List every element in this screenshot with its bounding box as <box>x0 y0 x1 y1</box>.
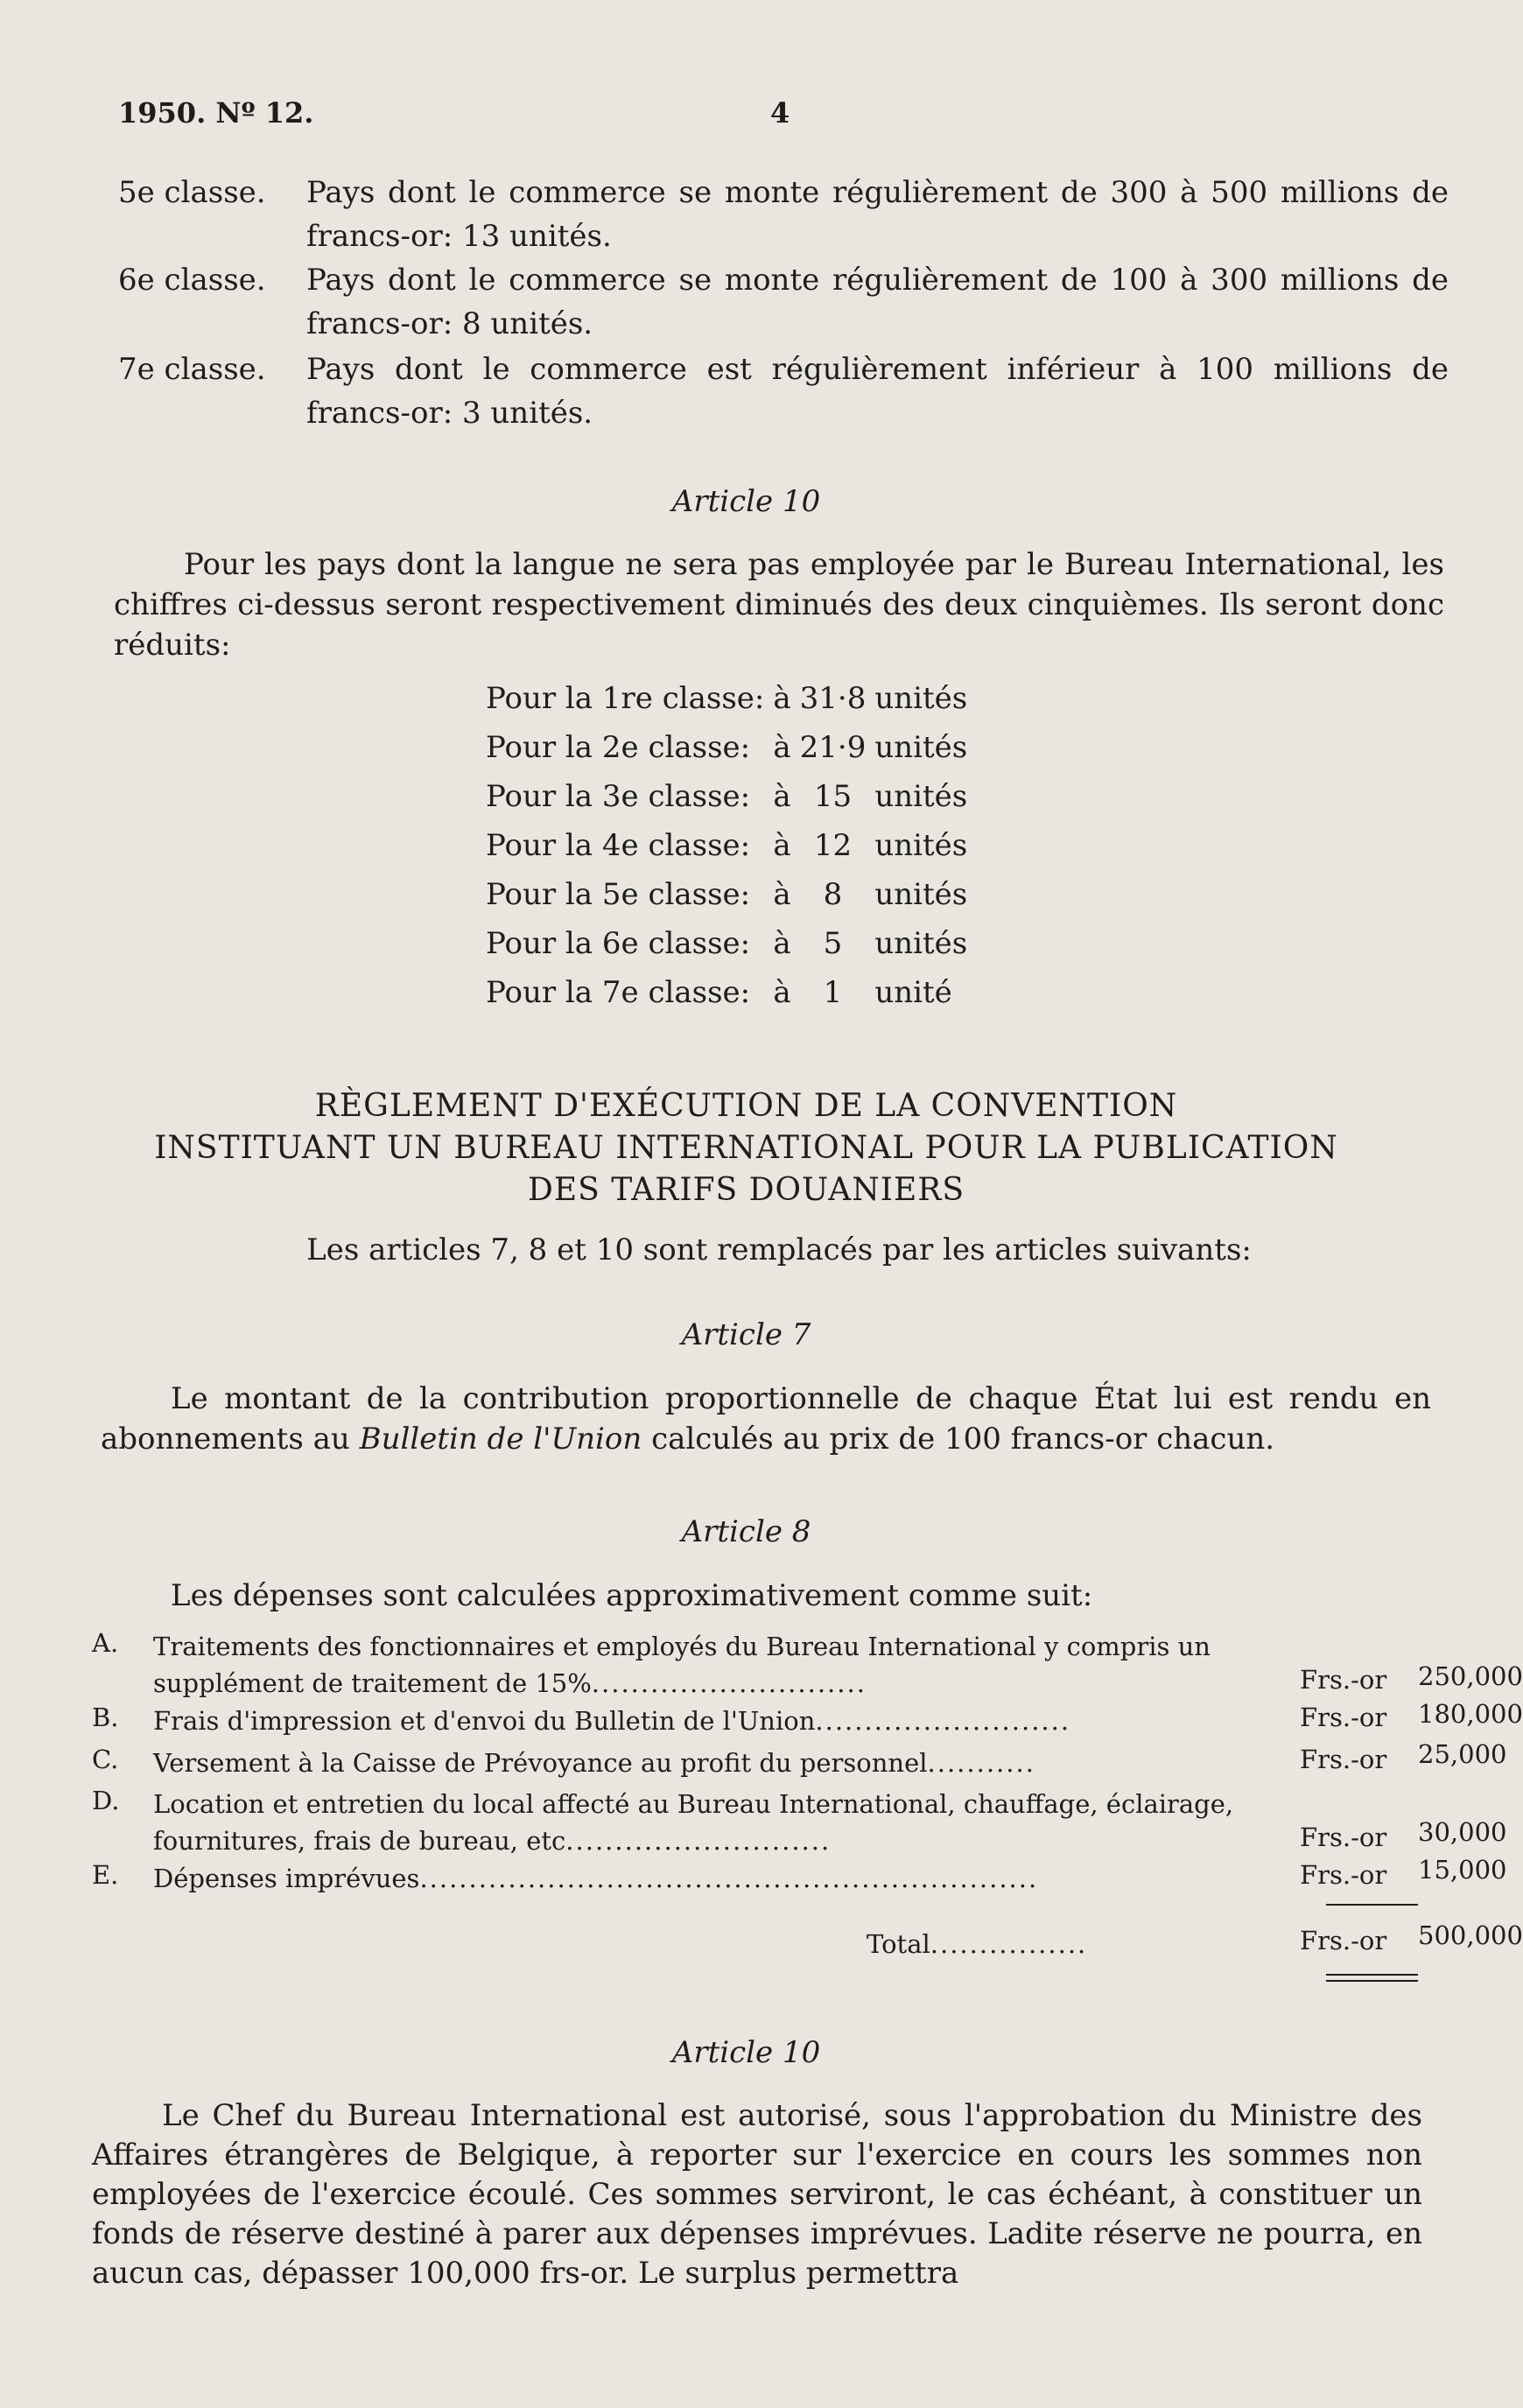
reduction-a: à <box>773 779 791 814</box>
reduction-value: 5 <box>823 926 843 961</box>
article-7-text: Le montant de la contribution proportionnelle de chaque État lui est rendu en abonnements au <box>101 1381 1431 1457</box>
reduction-value: 31·8 <box>799 681 867 716</box>
reduction-a: à <box>773 730 791 765</box>
reduction-class: Pour la 2e classe: <box>486 730 751 765</box>
expense-amount: 250,000 <box>1418 1661 1523 1691</box>
reduction-class: Pour la 1re classe: <box>486 681 765 716</box>
expense-desc: Traitements des fonctionnaires et employés du Bureau International y compris un supplément de traitement de 15% <box>153 1632 1211 1698</box>
classe-7 <box>118 348 1449 435</box>
expense-text: Frais d'impression et d'envoi du Bulletin de l'Union.......................... <box>153 1706 1071 1736</box>
classe-5 <box>118 171 1449 258</box>
reduction-unit: unités <box>874 828 968 863</box>
bulletin-title: Bulletin de l'Union <box>359 1422 642 1457</box>
reduction-unit: unité <box>874 975 952 1010</box>
expense-amount: 30,000 <box>1418 1817 1507 1847</box>
reduction-value: 8 <box>823 877 843 912</box>
article-7-body <box>101 1379 1431 1459</box>
reduction-row <box>486 821 976 870</box>
reduction-a: à <box>773 681 791 716</box>
expense-amount: 15,000 <box>1418 1855 1507 1885</box>
reglement-heading <box>0 1085 1492 1211</box>
expense-letter: D. <box>92 1786 120 1815</box>
classe-6 <box>118 258 1449 346</box>
reglement-line-1: RÈGLEMENT D'EXÉCUTION DE LA CONVENTION <box>314 1088 1178 1124</box>
classe-label: 6e classe. <box>118 263 266 298</box>
expense-text: Location et entretien du local affecté au Bureau International, chauffage, éclairage, fournitures, frais de bureau, etc........................... <box>153 1789 1234 1856</box>
classe-label: 7e classe. <box>118 352 266 387</box>
expense-letter: E. <box>92 1860 119 1890</box>
expense-amount: 180,000 <box>1418 1699 1523 1729</box>
reduction-value: 15 <box>813 779 853 814</box>
reduction-row <box>486 674 976 723</box>
article-10-title: Article 10 <box>671 484 821 519</box>
article-8-title: Article 8 <box>681 1514 811 1549</box>
expense-desc: Location et entretien du local affecté au Bureau International, chauffage, éclairage, fournitures, frais de bureau, etc <box>153 1789 1234 1856</box>
reduction-a: à <box>773 975 791 1010</box>
expense-text: Dépenses imprévues............................................................... <box>153 1864 1039 1893</box>
reduction-row <box>486 870 976 919</box>
header-year-number: 1950. Nº 12. <box>118 96 314 130</box>
reduction-row <box>486 919 976 968</box>
reduction-class: Pour la 3e classe: <box>486 779 751 814</box>
expense-letter: B. <box>92 1702 119 1732</box>
total-rule-1 <box>1326 1974 1418 1976</box>
total-text: Total................ <box>867 1929 1088 1959</box>
reduction-row <box>486 968 976 1017</box>
expense-text: Traitements des fonctionnaires et employés du Bureau International y compris un supplément de traitement de 15%............................ <box>153 1632 1211 1698</box>
classe-label: 5e classe. <box>118 175 266 210</box>
reduction-value: 21·9 <box>799 730 867 765</box>
reduction-row <box>486 772 976 821</box>
expense-letter: A. <box>92 1628 119 1658</box>
expense-currency: Frs.-or <box>1300 1860 1387 1890</box>
reglement-line-2: INSTITUANT UN BUREAU INTERNATIONAL POUR LA PUBLICATION <box>154 1130 1338 1166</box>
total-rule-2 <box>1326 1980 1418 1982</box>
reduction-a: à <box>773 877 791 912</box>
classe-text: Pays dont le commerce se monte régulièrement de 300 à 500 millions de francs-or: 13 unités. <box>306 175 1449 254</box>
reduction-a: à <box>773 926 791 961</box>
reglement-intro: Les articles 7, 8 et 10 sont remplacés par les articles suivants: <box>306 1232 1252 1267</box>
reduction-unit: unités <box>874 730 968 765</box>
classe-text: Pays dont le commerce se monte régulièrement de 100 à 300 millions de francs-or: 8 unités. <box>306 263 1449 341</box>
reduction-row <box>486 723 976 772</box>
expense-text: Versement à la Caisse de Prévoyance au profit du personnel........... <box>153 1748 1035 1778</box>
total-currency: Frs.-or <box>1300 1926 1387 1955</box>
article-10b-body: Le Chef du Bureau International est autorisé, sous l'approbation du Ministre des Affaires étrangères de Belgique, à reporter sur l'exercice en cours les sommes non employées de l'exercice écoulé. Ces sommes serviront, le cas échéant, à constituer un fonds de réserve destiné à parer aux dépenses imprévues. Ladite réserve ne pourra, en aucun cas, dépasser 100,000 frs-or. Le surplus permettra <box>92 2098 1422 2291</box>
reduction-unit: unités <box>874 926 968 961</box>
expense-desc: Dépenses imprévues <box>153 1864 420 1893</box>
article-7-text-end: calculés au prix de 100 francs-or chacun. <box>642 1422 1275 1457</box>
reduction-unit: unités <box>874 779 968 814</box>
expense-amount: 25,000 <box>1418 1739 1507 1769</box>
expense-currency: Frs.-or <box>1300 1665 1387 1695</box>
reduction-a: à <box>773 828 791 863</box>
reduction-value: 12 <box>813 828 853 863</box>
reglement-line-3: DES TARIFS DOUANIERS <box>527 1172 965 1208</box>
expense-currency: Frs.-or <box>1300 1702 1387 1732</box>
reduction-class: Pour la 7e classe: <box>486 975 751 1010</box>
expense-letter: C. <box>92 1745 119 1774</box>
reduction-class: Pour la 4e classe: <box>486 828 751 863</box>
reduction-unit: unités <box>874 681 968 716</box>
reduction-value: 1 <box>823 975 843 1010</box>
total-label: Total <box>867 1929 930 1959</box>
expense-desc: Versement à la Caisse de Prévoyance au profit du personnel <box>153 1748 928 1778</box>
article-8-intro: Les dépenses sont calculées approximativement comme suit: <box>171 1578 1093 1613</box>
reduction-table <box>486 674 976 1017</box>
total-amount: 500,000 <box>1418 1920 1523 1950</box>
expense-currency: Frs.-or <box>1300 1745 1387 1774</box>
page-number: 4 <box>770 96 790 130</box>
classe-text: Pays dont le commerce est régulièrement inférieur à 100 millions de francs-or: 3 unités. <box>306 352 1449 431</box>
article-7-title: Article 7 <box>681 1317 811 1352</box>
reduction-class: Pour la 5e classe: <box>486 877 751 912</box>
sum-rule <box>1326 1904 1418 1906</box>
expense-currency: Frs.-or <box>1300 1822 1387 1852</box>
reduction-class: Pour la 6e classe: <box>486 926 751 961</box>
reduction-unit: unités <box>874 877 968 912</box>
expense-desc: Frais d'impression et d'envoi du Bulletin de l'Union <box>153 1706 816 1736</box>
article-10b-title: Article 10 <box>671 2035 821 2070</box>
article-10-body: Pour les pays dont la langue ne sera pas employée par le Bureau International, les chiffres ci-dessus seront respectivement diminués des deux cinquièmes. Ils seront donc réduits: <box>114 547 1444 663</box>
